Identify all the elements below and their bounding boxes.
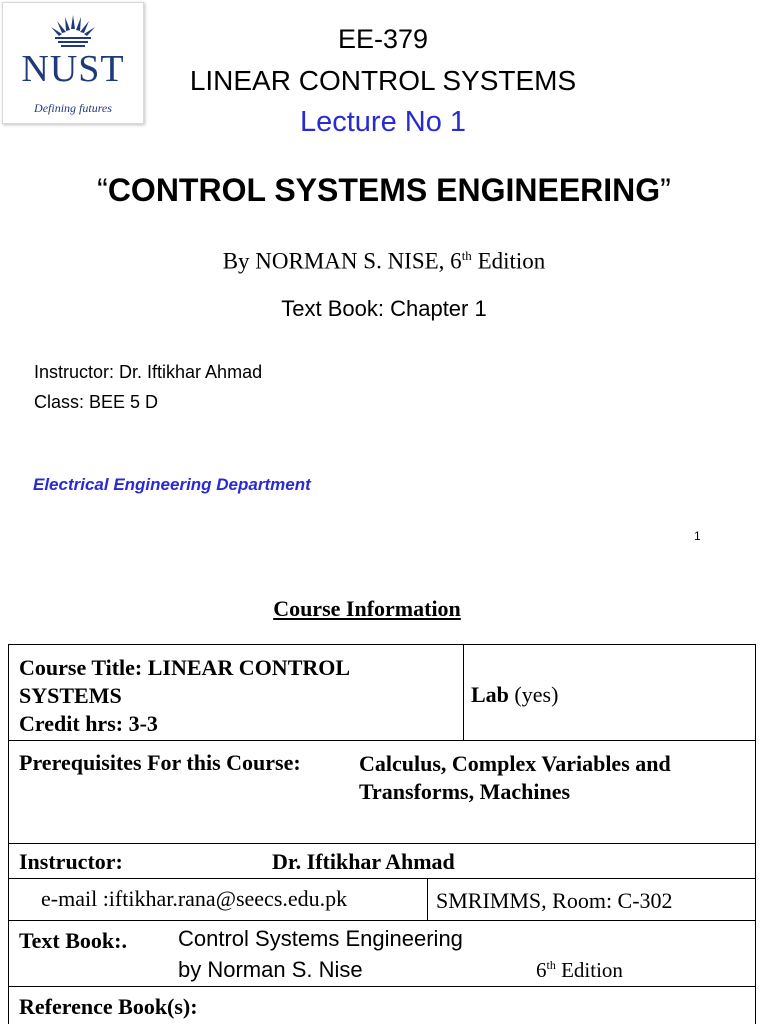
- room-value: SMRIMMS, Room: C-302: [436, 888, 673, 913]
- class-line: Class: BEE 5 D: [34, 392, 159, 412]
- book-title-text: CONTROL SYSTEMS ENGINEERING: [107, 172, 661, 208]
- lab-value: (yes): [508, 682, 559, 707]
- textbook-value-line2: by Norman S. Nise: [178, 957, 363, 982]
- email-value: e-mail :iftikhar.rana@seecs.edu.pk: [41, 886, 348, 911]
- table-border-top: [8, 644, 756, 645]
- slide-number: 1: [694, 529, 701, 543]
- table-row-line-5: [8, 986, 756, 987]
- lab-cell: [471, 682, 558, 708]
- course-code: EE-379: [337, 24, 429, 54]
- author-prefix: By NORMAN S. NISE, 6: [222, 248, 462, 274]
- textbook-label: Text Book:.: [19, 928, 127, 953]
- prerequisites-value: [359, 750, 671, 806]
- logo-wordmark: NUST: [21, 48, 125, 90]
- book-title: [0, 172, 768, 209]
- course-info-heading: Course Information: [273, 596, 461, 621]
- author-suffix: Edition: [471, 248, 546, 274]
- lab-label: Lab: [471, 682, 509, 707]
- textbook-edition-sup: th: [546, 958, 556, 972]
- nust-emblem-icon: [47, 11, 99, 47]
- instructor-line: Instructor: Dr. Iftikhar Ahmad: [34, 362, 263, 382]
- table-row-line-1: [8, 740, 756, 741]
- table-row-line-3: [8, 878, 756, 879]
- table-border-left: [8, 644, 9, 1024]
- department-line: Electrical Engineering Department: [33, 475, 311, 494]
- table-divider-lab: [463, 644, 464, 740]
- textbook-chapter: Text Book: Chapter 1: [281, 296, 487, 321]
- table-row-line-2: [8, 843, 756, 844]
- table-row-line-4: [8, 920, 756, 921]
- course-title-label: Course Title:: [19, 655, 143, 680]
- textbook-edition-num: 6: [536, 958, 547, 982]
- textbook-value-line1: Control Systems Engineering: [178, 926, 463, 951]
- instructor-value: Dr. Iftikhar Ahmad: [272, 849, 455, 874]
- logo-tagline: Defining futures: [34, 101, 112, 115]
- prerequisites-label: Prerequisites For this Course:: [19, 750, 301, 775]
- author-edition-sup: th: [461, 248, 472, 263]
- course-title-cell: [19, 654, 350, 738]
- lecture-number: Lecture No 1: [299, 106, 467, 138]
- textbook-edition: [536, 958, 623, 983]
- course-name: LINEAR CONTROL SYSTEMS: [189, 65, 577, 96]
- prerequisites-value-line2: Transforms, Machines: [359, 779, 571, 804]
- course-title-value-cont: SYSTEMS: [19, 683, 122, 708]
- credit-hours: Credit hrs: 3-3: [19, 711, 158, 736]
- prerequisites-value-line1: Calculus, Complex Variables and: [359, 751, 671, 776]
- reference-books-label: Reference Book(s):: [19, 994, 198, 1019]
- instructor-label: Instructor:: [19, 849, 123, 874]
- author-line: [0, 248, 768, 275]
- textbook-edition-word: Edition: [555, 958, 623, 982]
- close-quote: ”: [660, 172, 671, 208]
- table-divider-room: [427, 878, 428, 920]
- nust-logo: [2, 2, 144, 124]
- course-title-value: LINEAR CONTROL: [142, 655, 351, 680]
- open-quote: “: [97, 172, 108, 208]
- table-border-right: [755, 644, 756, 1024]
